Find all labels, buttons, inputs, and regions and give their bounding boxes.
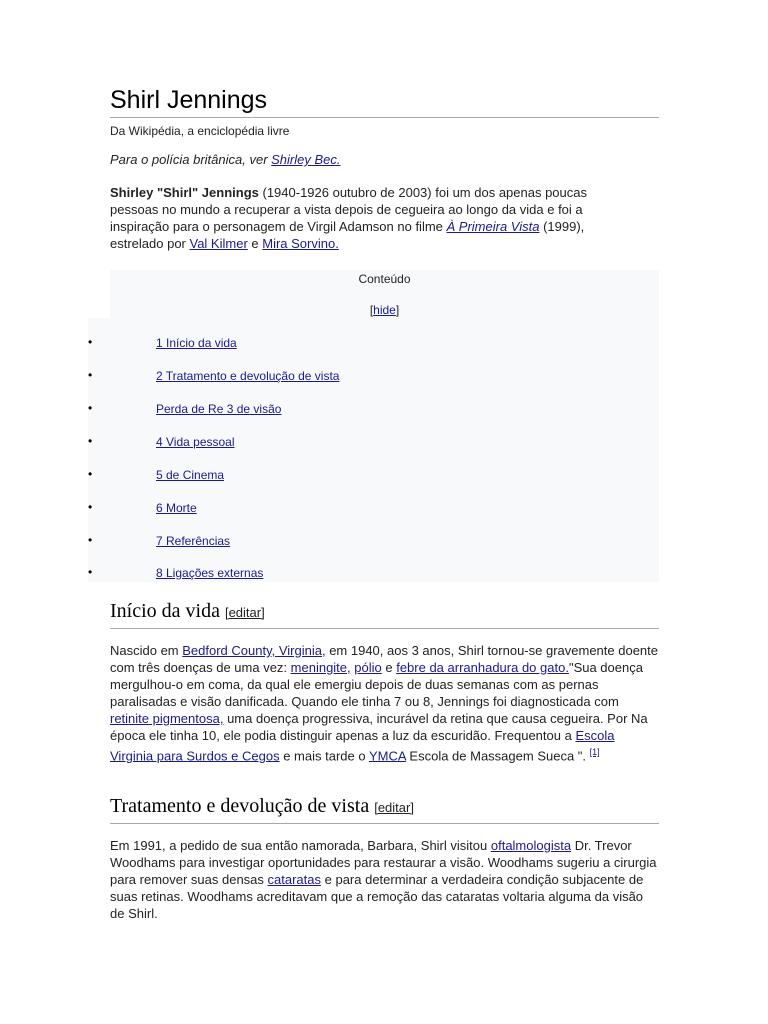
edit-link[interactable]: [editar] [224,605,265,620]
intro-paragraph [110,184,610,252]
toc-bracket: [ [369,303,374,317]
paragraph-text: e [381,660,397,675]
intro-subject: Shirley "Shirl" Jennings [110,185,259,200]
link-febre-arranhadura[interactable]: febre da arranhadura do gato. [396,660,569,675]
toc-link-ligacoes[interactable]: 8 Ligações externas [156,566,264,580]
actor-link-mira-sorvino[interactable]: Mira Sorvino. [262,236,339,251]
toc-bracket: ] [395,303,400,317]
bullet: • [88,434,93,448]
bullet: • [88,335,93,349]
intro-text: (1940-1926 outubro de 2003) foi um dos apenas poucas pessoas no mundo a recuperar a vista depois de cegueira ao longo da vida e foi a inspiração para o personagem de Virgil Adamson no filme [110,185,587,234]
reference-link[interactable]: [1] [589,747,600,757]
bullet: • [88,565,93,579]
toc-link-referencias[interactable]: 7 Referências [156,534,231,548]
tagline: Da Wikipédia, a enciclopédia livre [110,124,290,138]
section-heading-treatment [110,793,659,824]
bullet: • [88,533,93,547]
hatnote-link[interactable]: Shirley Bec. [271,152,341,167]
section-title: Tratamento e devolução de vista [110,795,370,817]
link-meningite[interactable]: meningite, [290,660,351,675]
hatnote [110,152,341,167]
paragraph-text: Nascido em [110,643,183,658]
actor-link-val-kilmer[interactable]: Val Kilmer [189,236,248,251]
page-title: Shirl Jennings [110,84,659,118]
bullet: • [88,500,93,514]
link-oftalmologista[interactable]: oftalmologista [490,838,572,853]
toc-link-perda[interactable]: Perda de Re 3 de visão [156,402,282,416]
paragraph-text: Em 1991, a pedido de sua então namorada, Barbara, Shirl visitou [110,838,491,853]
link-ymca[interactable]: YMCA [368,748,406,764]
toc-hide-link[interactable]: hide [373,303,396,317]
bullet: • [88,467,93,481]
link-escola-virginia[interactable]: Escola Virginia para Surdos e Cegos [110,728,615,764]
link-cataratas[interactable]: cataratas [267,872,322,887]
link-polio[interactable]: pólio [354,660,382,675]
paragraph-text: em 1940, aos 3 anos, Shirl tornou-se gravemente doente com três doenças de uma vez: [110,643,659,675]
section-paragraph-treatment [110,837,659,922]
toc-title: Conteúdo [358,272,411,286]
film-link[interactable]: À Primeira Vista [446,219,540,234]
link-retinite-pigmentosa[interactable]: retinite pigmentosa, [110,711,224,726]
toc-link-tratamento[interactable]: 2 Tratamento e devolução de vista [156,369,340,383]
hatnote-prefix: Para o polícia britânica, ver [110,152,272,167]
edit-link[interactable]: [editar] [374,800,414,815]
toc-link-vida-pessoal[interactable]: 4 Vida pessoal [156,435,235,449]
bullet: • [88,401,93,415]
toc-list [88,318,659,582]
paragraph-text: Escola de Massagem Sueca ". [405,748,590,764]
section-paragraph-early-life [110,642,659,764]
section-title: Início da vida [110,600,220,622]
bullet: • [88,368,93,382]
paragraph-text: uma doença progressiva, incurável da retina que causa cegueira. Por Na época ele tinha 10, ele podia distinguir apenas a luz da escuridão. Frequentou a [110,711,648,743]
paragraph-text: e para determinar a verdadeira condição subjacente de suas retinas. Woodhams acreditavam que a remoção das cataratas voltaria alguma da visão de Shirl. [110,872,644,921]
paragraph-text: e mais tarde o [279,748,369,764]
toc-link-inicio[interactable]: 1 Início da vida [156,336,237,350]
intro-text: (1999), estrelado por [110,219,585,251]
toc-header [110,270,659,318]
section-heading-early-life [110,598,659,629]
intro-text: e [247,236,263,251]
link-bedford-county[interactable]: Bedford County, Virginia, [182,643,326,658]
paragraph-text: "Sua doença mergulhou-o em coma, da qual ele emergiu depois de duas semanas com as pernas paralisadas e visão danificada. Quando ele tinha 7 ou 8, Jennings foi diagnosticada com [110,660,643,709]
toc-link-morte[interactable]: 6 Morte [156,501,197,515]
paragraph-text: Dr. Trevor Woodhams para investigar oportunidades para restaurar a visão. Woodhams sugeriu a cirurgia para remover suas densas [110,838,657,887]
toc-link-cinema[interactable]: 5 de Cinema [156,468,225,482]
toc-hide-toggle [110,303,659,317]
